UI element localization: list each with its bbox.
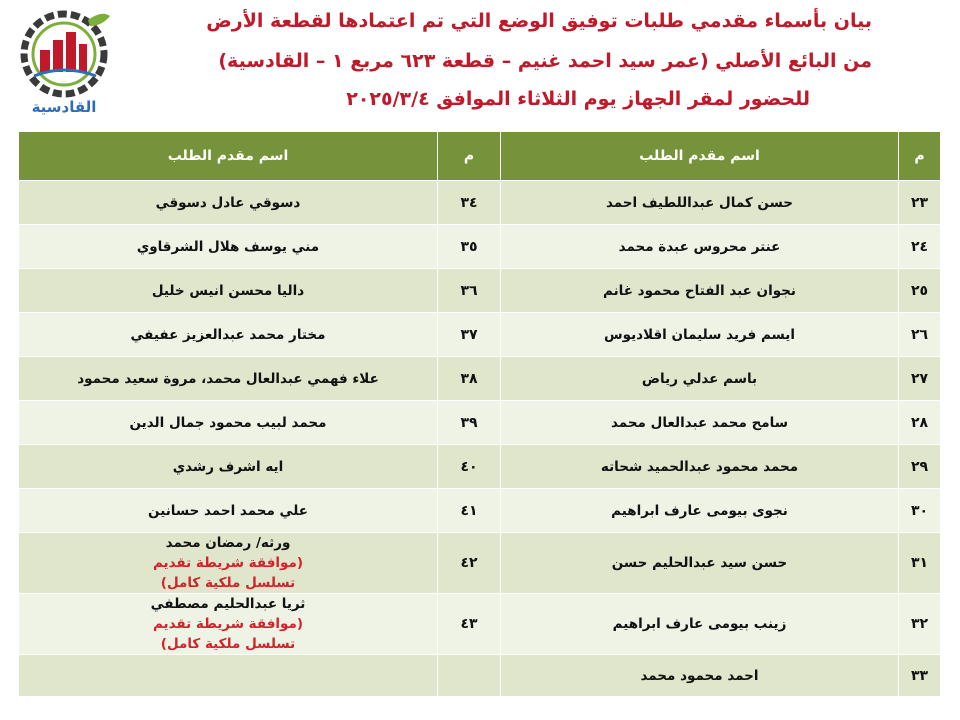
applicant-name: مختار محمد عبدالعزيز عفيفي <box>130 326 326 343</box>
row-number-right: ٣١ <box>899 533 941 594</box>
row-number-left: ٤١ <box>438 489 501 533</box>
table-row <box>19 489 941 533</box>
title-line-1: بيان بأسماء مقدمي طلبات توفيق الوضع التي تم اعتمادها لقطعة الأرض <box>206 10 872 32</box>
row-number-left: ٣٦ <box>438 269 501 313</box>
applicant-name-right <box>501 225 899 269</box>
table-row <box>19 533 941 594</box>
applicant-name-right <box>501 313 899 357</box>
document-header <box>0 0 960 128</box>
table-row <box>19 269 941 313</box>
row-number-right: ٢٩ <box>899 445 941 489</box>
applicants-table <box>18 131 941 697</box>
header-num-right: م <box>899 132 941 181</box>
row-number-right: ٢٣ <box>899 181 941 225</box>
condition-note-cont: تسلسل ملكية كامل) <box>160 636 296 652</box>
applicant-name-line <box>19 533 437 573</box>
title-line-3: للحضور لمقر الجهاز يوم الثلاثاء الموافق ٢٠٢٥/٣/٤ <box>346 88 810 110</box>
applicant-name-left <box>19 489 438 533</box>
row-number-right: ٣٠ <box>899 489 941 533</box>
applicant-name: زينب بيومى عارف ابراهيم <box>612 616 787 632</box>
table-row <box>19 357 941 401</box>
applicant-name-left <box>19 313 438 357</box>
condition-note: (موافقة شريطة تقديم <box>152 616 304 632</box>
applicant-name: دسوقي عادل دسوقي <box>155 194 301 211</box>
table-row <box>19 594 941 655</box>
row-number-right: ٣٢ <box>899 594 941 655</box>
row-number-right: ٣٣ <box>899 655 941 697</box>
logo-label: القادسية <box>31 98 97 116</box>
applicant-name-right <box>501 655 899 697</box>
applicant-name: حسن سيد عبدالحليم حسن <box>611 555 788 571</box>
applicant-name: محمد محمود عبدالحميد شحاته <box>600 458 799 475</box>
table-header-row <box>19 132 941 181</box>
row-number-right: ٢٧ <box>899 357 941 401</box>
table-row <box>19 401 941 445</box>
applicant-name-right <box>501 181 899 225</box>
condition-note: (موافقة شريطة تقديم <box>152 555 304 571</box>
header-name-right: اسم مقدم الطلب <box>501 132 899 181</box>
applicant-name-left <box>19 533 438 594</box>
applicant-name: علي محمد احمد حسانين <box>148 502 308 519</box>
applicant-name: ايه اشرف رشدي <box>172 458 284 475</box>
row-number-left: ٣٨ <box>438 357 501 401</box>
table-row <box>19 445 941 489</box>
applicant-name: ورثه/ رمضان محمد <box>165 535 291 551</box>
applicant-name-left <box>19 594 438 655</box>
row-number-left: ٣٥ <box>438 225 501 269</box>
applicant-name: داليا محسن انيس خليل <box>151 282 305 299</box>
applicant-name: ثريا عبدالحليم مصطفي <box>150 596 306 612</box>
applicant-name: نجوان عبد الفتاح محمود غانم <box>603 282 796 299</box>
applicant-name: مني يوسف هلال الشرقاوي <box>136 238 320 255</box>
row-number-left: ٣٧ <box>438 313 501 357</box>
row-number-left: ٤٢ <box>438 533 501 594</box>
row-number-left: ٤٣ <box>438 594 501 655</box>
applicant-name: حسن كمال عبداللطيف احمد <box>605 194 794 211</box>
applicant-name: ايسم فريد سليمان اقلاديوس <box>604 326 795 343</box>
header-num-left: م <box>438 132 501 181</box>
row-number-right: ٢٤ <box>899 225 941 269</box>
applicant-name: احمد محمود محمد <box>640 667 759 684</box>
row-number-left: ٣٤ <box>438 181 501 225</box>
table-row <box>19 181 941 225</box>
applicant-name: سامح محمد عبدالعال محمد <box>610 414 789 431</box>
applicant-name-left <box>19 357 438 401</box>
applicant-name-right <box>501 269 899 313</box>
title-line-2: من البائع الأصلي (عمر سيد احمد غنيم – قطعة ٦٢٣ مربع ١ – القادسية) <box>218 50 872 72</box>
applicant-name-right <box>501 533 899 594</box>
applicant-name: علاء فهمي عبدالعال محمد، مروة سعيد محمود <box>77 370 379 387</box>
applicant-name-left <box>19 401 438 445</box>
applicant-name-left <box>19 655 438 697</box>
applicant-name-right <box>501 594 899 655</box>
applicant-name-left <box>19 181 438 225</box>
table-row <box>19 313 941 357</box>
applicant-name: عنتر محروس عبدة محمد <box>618 238 781 255</box>
row-number-left: ٤٠ <box>438 445 501 489</box>
row-number-left: ٣٩ <box>438 401 501 445</box>
table-row <box>19 655 941 697</box>
applicant-name-left <box>19 269 438 313</box>
condition-note-cont: تسلسل ملكية كامل) <box>160 575 296 591</box>
applicant-name-right <box>501 401 899 445</box>
applicant-name: باسم عدلي رياض <box>641 370 758 387</box>
row-number-right: ٢٦ <box>899 313 941 357</box>
applicant-name-right <box>501 357 899 401</box>
row-number-left <box>438 655 501 697</box>
applicant-name-line <box>19 594 437 634</box>
table-row <box>19 225 941 269</box>
applicant-name-right <box>501 489 899 533</box>
header-name-left: اسم مقدم الطلب <box>19 132 438 181</box>
applicant-name-right <box>501 445 899 489</box>
applicant-name: محمد لبيب محمود جمال الدين <box>129 414 327 431</box>
row-number-right: ٢٨ <box>899 401 941 445</box>
applicant-name-left <box>19 445 438 489</box>
applicant-name: نجوى بيومى عارف ابراهيم <box>611 502 788 519</box>
row-number-right: ٢٥ <box>899 269 941 313</box>
applicant-name-left <box>19 225 438 269</box>
